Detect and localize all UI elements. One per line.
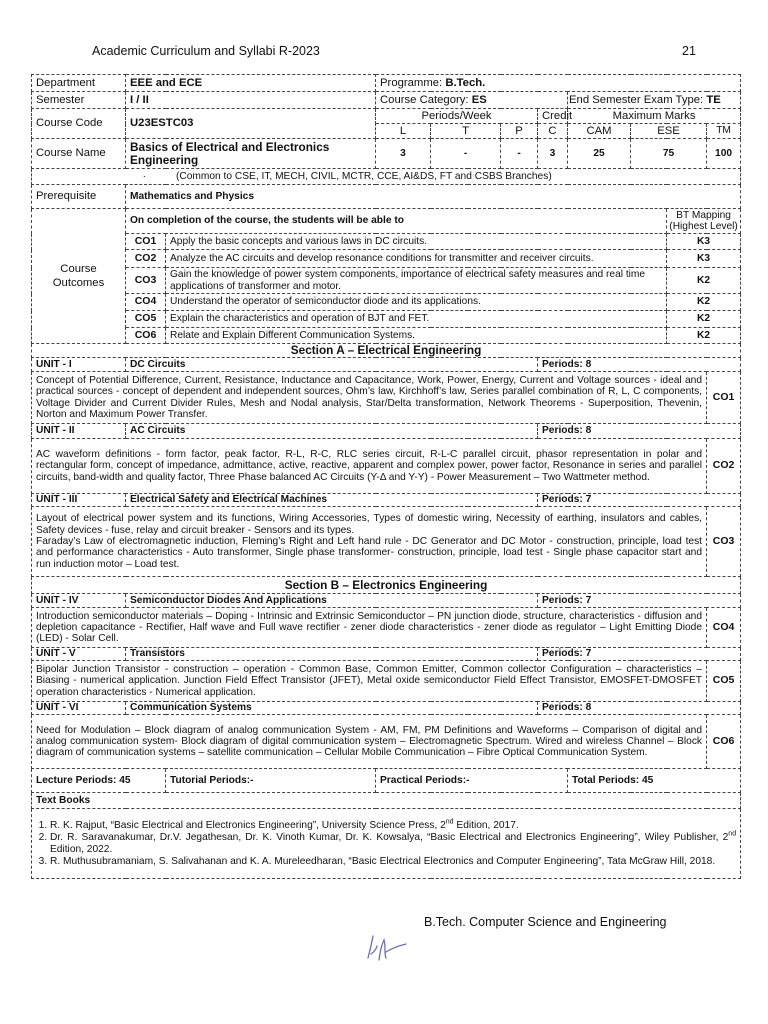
unit-periods: Periods: 7 (538, 594, 741, 608)
unit-periods: Periods: 7 (538, 648, 741, 661)
co-text: Understand the operator of semiconductor diode and its applications. (166, 294, 667, 311)
book-sup: nd (728, 830, 737, 838)
book-text: Edition, 2017. (453, 819, 519, 831)
unit-content: AC waveform definitions - form factor, peak factor, R-L, R-C, RLC series circuit, R-L-C parallel circuit, phasor representation in polar and rectangular form, concept of impedance, admittance, active, reactive, apparent and complex power, power factor, Resonance in series and parallel circuits, band-width and quality factor, Three Phase balanced AC Circuits (Y-Δ and Y-Y) - Power Measurement – Two Wattmeter method. (32, 439, 707, 494)
col-tm: TM (707, 124, 741, 139)
total-periods: Total Periods: 45 (568, 769, 741, 793)
exam-type-value: TE (706, 93, 721, 106)
unit-label: UNIT - II (32, 424, 126, 439)
unit-content: Introduction semiconductor materials – Doping - Intrinsic and Extrinsic Semiconductor – PN junction diode, structure, characteristics - diffusion and depletion capacitance - Rectifier, Half wave and Full wave rectifier - zener diode characteristics - zener diode as regulator – Light Emitting Diode (LED) - Solar Cell. (32, 608, 707, 648)
co-bt-level: K2 (667, 294, 741, 311)
co-id: CO2 (126, 250, 166, 268)
value-cam: 25 (568, 139, 631, 169)
co-id: CO1 (126, 234, 166, 250)
co-text: Analyze the AC circuits and develop resonance conditions for transmitter and receiver circuits. (166, 250, 667, 268)
value-p: - (501, 139, 538, 169)
value-l: 3 (376, 139, 431, 169)
semester-label: Semester (32, 92, 126, 109)
text-books-heading: Text Books (32, 793, 741, 809)
col-cam: CAM (568, 124, 631, 139)
co-text: Explain the characteristics and operation of BJT and FET. (166, 311, 667, 328)
prerequisite-value: Mathematics and Physics (126, 185, 741, 209)
co-bt-level: K3 (667, 250, 741, 268)
running-header-title: Academic Curriculum and Syllabi R-2023 (92, 44, 320, 58)
footer-department: B.Tech. Computer Science and Engineering (424, 915, 667, 929)
department-value: EEE and ECE (126, 75, 376, 92)
co-id: CO6 (126, 328, 166, 344)
unit-content-part: Faraday’s Law of electromagnetic induction, Fleming’s Right and Left hand rule - DC Generator and DC Motor - construction, principle, load test and performance characteristics - Auto transformer, Single phase transformer- construction, principle, load test - Single phase capacitor start and run induction motor – Load test. (36, 535, 703, 570)
unit-label: UNIT - I (32, 358, 126, 372)
signature-mark (362, 932, 412, 964)
unit-co: CO6 (707, 715, 741, 769)
credit-header: Credit (538, 109, 568, 124)
unit-co: CO2 (707, 439, 741, 494)
lecture-periods: Lecture Periods: 45 (32, 769, 166, 793)
book-item (50, 820, 736, 831)
programme-value: B.Tech. (445, 76, 486, 89)
course-outcomes-label: Course Outcomes (32, 209, 126, 344)
book-text: Dr. R. Saravanakumar, Dr.V. Jegathesan, Dr. K. Vinoth Kumar, Dr. K. Kowsalya, “Basic Electrical and Electronics Engineering”, Wiley Publisher, 2 (50, 832, 729, 844)
dot-mark: · (142, 170, 146, 182)
unit-co: CO3 (707, 507, 741, 577)
common-note-row (32, 169, 741, 185)
exam-type-cell (568, 92, 741, 109)
book-text: R. K. Rajput, “Basic Electrical and Electronics Engineering”, University Science Press, 2 (50, 819, 446, 831)
max-marks-header: Maximum Marks (568, 109, 741, 124)
unit-content: Concept of Potential Difference, Current, Resistance, Inductance and Capacitance, Work, Power, Energy, Current and Voltage sources - ideal and practical sources - concept of dependent and independent sources, Ohm’s law, Kirchhoff’s law, Series parallel combination of R, L, C components, Voltage Divider and Current Divider Rules, Mesh and Nodal analysis, Star/Delta transformation, Network Theorems - Superposition, Thevenin, Norton and Maximum Power Transfer. (32, 372, 707, 424)
co-id: CO4 (126, 294, 166, 311)
co-bt-level: K3 (667, 234, 741, 250)
book-item (50, 856, 736, 867)
co-text: Gain the knowledge of power system components, importance of electrical safety measures and real time applications of transformer and motor. (166, 268, 667, 294)
co-bt-level: K2 (667, 328, 741, 344)
co-text: Apply the basic concepts and various laws in DC circuits. (166, 234, 667, 250)
exam-type-label: End Semester Exam Type: (569, 93, 704, 106)
unit-co: CO4 (707, 608, 741, 648)
unit-name: Electrical Safety and Electrical Machines (126, 494, 538, 507)
outcomes-intro: On completion of the course, the students will be able to (126, 209, 667, 234)
unit-content: Bipolar Junction Transistor - construction – operation - Common Base, Common Emitter, Common collector Configuration – characteristics – Biasing - numerical application. Junction Field Effect Transistor (JFET), Metal oxide semiconductor Field Effect Transistor, EMOSFET-DMOSFET operation characteristics - Numerical application. (32, 661, 707, 702)
unit-content (32, 507, 707, 577)
co-bt-level: K2 (667, 268, 741, 294)
course-name-value: Basics of Electrical and Electronics Engineering (126, 139, 376, 169)
co-text: Relate and Explain Different Communication Systems. (166, 328, 667, 344)
col-ese: ESE (631, 124, 707, 139)
value-c: 3 (538, 139, 568, 169)
value-tm: 100 (707, 139, 741, 169)
section-a-heading: Section A – Electrical Engineering (32, 344, 741, 358)
semester-value: I / II (126, 92, 376, 109)
bt-mapping-header: BT Mapping (Highest Level) (667, 209, 741, 234)
unit-periods: Periods: 8 (538, 702, 741, 715)
book-item (50, 832, 736, 855)
syllabus-table (31, 74, 741, 879)
course-code-label: Course Code (32, 109, 126, 139)
col-c: C (538, 124, 568, 139)
section-b-heading: Section B – Electronics Engineering (32, 577, 741, 594)
unit-co: CO5 (707, 661, 741, 702)
unit-name: Transistors (126, 648, 538, 661)
unit-co: CO1 (707, 372, 741, 424)
course-code-value: U23ESTC03 (126, 109, 376, 139)
unit-content-part: Layout of electrical power system and its functions, Wiring Accessories, Types of domestic wiring, Necessity of earthing, insulators and cables, Safety devices - fuse, relay and circuit breaker - Sensors and its types. (36, 513, 703, 536)
text-books-list (32, 809, 741, 879)
practical-periods: Practical Periods:- (376, 769, 568, 793)
col-l: L (376, 124, 431, 139)
page-number: 21 (682, 44, 696, 58)
value-t: - (431, 139, 501, 169)
category-label: Course Category: (380, 93, 469, 106)
book-sup: nd (445, 818, 454, 826)
department-label: Department (32, 75, 126, 92)
unit-content: Need for Modulation – Block diagram of analog communication System - AM, FM, PM Definitions and Waveforms – Comparison of digital and analog communication system- Block diagram of digital communication system – Electromagnetic Spectrum. Wired and wireless Channel – Block diagram of communication systems – satellite communication – Cellular Mobile Communication – Fibre Optical Communication System. (32, 715, 707, 769)
unit-name: DC Circuits (126, 358, 538, 372)
co-id: CO3 (126, 268, 166, 294)
course-name-label: Course Name (32, 139, 126, 169)
col-t: T (431, 124, 501, 139)
prerequisite-label: Prerequisite (32, 185, 126, 209)
col-p: P (501, 124, 538, 139)
category-value: ES (471, 93, 487, 106)
unit-label: UNIT - V (32, 648, 126, 661)
common-note: (Common to CSE, IT, MECH, CIVIL, MCTR, CCE, AI&DS, FT and CSBS Branches) (176, 170, 552, 182)
programme-cell (376, 75, 741, 92)
co-id: CO5 (126, 311, 166, 328)
book-text: R. Muthusubramaniam, S. Salivahanan and K. A. Mureleedharan, “Basic Electrical Electronics and Computer Engineering”, Tata McGraw Hill, 2018. (50, 856, 716, 868)
category-cell (376, 92, 568, 109)
unit-name: Communication Systems (126, 702, 538, 715)
unit-label: UNIT - IV (32, 594, 126, 608)
unit-name: AC Circuits (126, 424, 538, 439)
unit-label: UNIT - VI (32, 702, 126, 715)
tutorial-periods: Tutorial Periods:- (166, 769, 376, 793)
unit-name: Semiconductor Diodes And Applications (126, 594, 538, 608)
value-ese: 75 (631, 139, 707, 169)
unit-label: UNIT - III (32, 494, 126, 507)
unit-periods: Periods: 8 (538, 358, 741, 372)
co-bt-level: K2 (667, 311, 741, 328)
book-text: Edition, 2022. (50, 843, 113, 855)
programme-label: Programme: (380, 76, 443, 89)
periods-week-header: Periods/Week (376, 109, 538, 124)
unit-periods: Periods: 8 (538, 424, 741, 439)
books-list (36, 820, 736, 868)
unit-periods: Periods: 7 (538, 494, 741, 507)
